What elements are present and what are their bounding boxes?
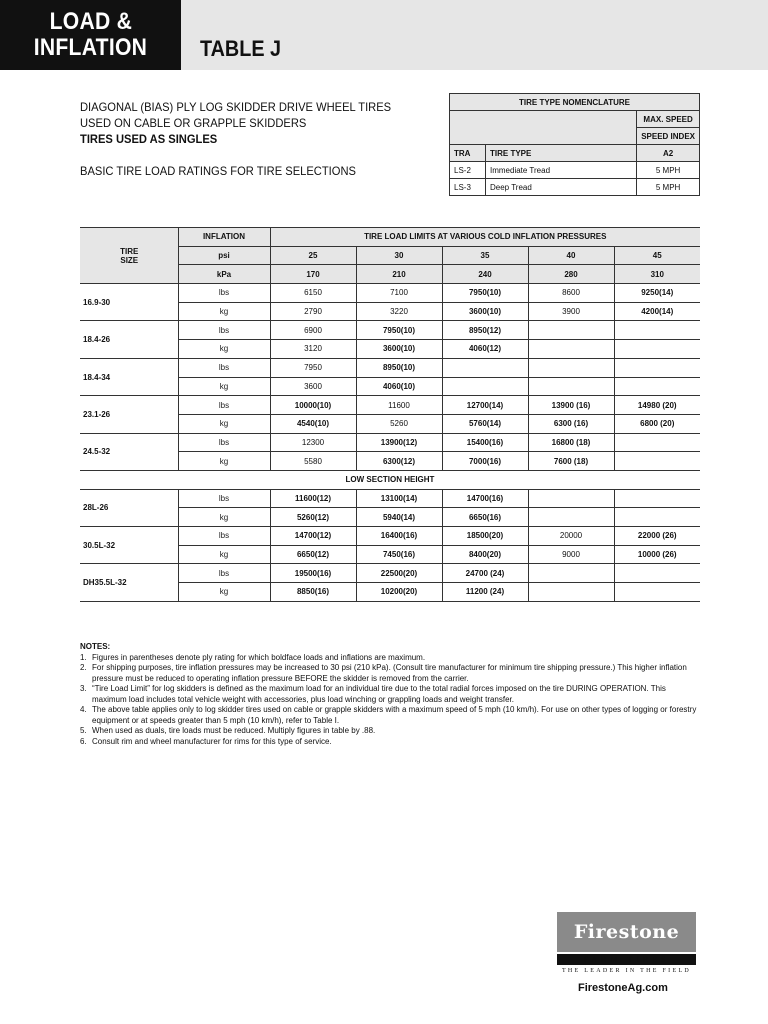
load-value (356, 321, 442, 340)
load-value-text: 19500(16) (294, 568, 332, 578)
load-value-text: 7950(10) (468, 288, 502, 298)
load-value (356, 452, 442, 471)
load-value (270, 433, 356, 452)
tire-size: 24.5-32 (80, 433, 178, 470)
load-value-text: 9250(14) (641, 288, 674, 298)
load-value-text: 10200(20) (380, 587, 418, 597)
table-row (80, 564, 700, 583)
load-value-text: 4200(14) (641, 307, 674, 317)
load-value (614, 377, 700, 396)
load-value-text: 7450(16) (382, 550, 416, 560)
kpa-value: 210 (356, 265, 442, 284)
load-value-text: 5760(14) (468, 419, 502, 429)
load-value-text: 7950 (304, 363, 322, 373)
kpa-value: 240 (442, 265, 528, 284)
table-row (80, 358, 700, 377)
tire-size: 30.5L-32 (80, 527, 178, 564)
col-tire-type: TIRE TYPE (486, 145, 637, 162)
load-value (356, 358, 442, 377)
load-value-text: 10000(10) (294, 400, 332, 410)
load-value (270, 396, 356, 415)
load-value (528, 321, 614, 340)
note-text: The above table applies only to log skidder tires used on cable or grapple skidders with a maximum speed of 5 mph (10 km/h). For use on other types of logging or forestry equipment or at speeds greater than 5 mph (10 km/h), refer to Table I. (92, 705, 697, 725)
load-value-text: 8950(10) (382, 363, 416, 373)
load-value (614, 545, 700, 564)
unit-label: kg (178, 583, 270, 602)
tire-size-header (80, 228, 178, 284)
nomenclature-row (450, 162, 700, 179)
website-url: FirestoneAg.com (578, 982, 668, 994)
load-value-text: 5580 (304, 456, 322, 466)
unit-label: lbs (178, 284, 270, 303)
load-value (356, 508, 442, 527)
note-item (80, 705, 700, 726)
note-text: “Tire Load Limit” for log skidders is defined as the maximum load for an individual tire due to the total radial forces imposed on the tire DURING OPERATION. This maximum load includes total vehicle weight with accessories, plus load winching or grappling loads and weight transfer. (92, 684, 666, 704)
unit-label: kg (178, 340, 270, 359)
load-value-text: 6900 (304, 325, 322, 335)
load-value-text: 12700(14) (466, 400, 504, 410)
load-value (270, 302, 356, 321)
load-value (528, 583, 614, 602)
load-value (528, 527, 614, 546)
load-value (442, 414, 528, 433)
logo-subline: FARM TIRES (557, 954, 696, 965)
nomenclature-table (449, 93, 700, 196)
unit-label: lbs (178, 564, 270, 583)
kpa-value: 170 (270, 265, 356, 284)
load-value-text: 3600(10) (382, 344, 416, 354)
load-value-text: 13100(14) (380, 493, 418, 503)
note-number: 3. (80, 684, 87, 693)
unit-label: kg (178, 508, 270, 527)
psi-label: psi (178, 246, 270, 265)
load-value (356, 396, 442, 415)
unit-label: kg (178, 302, 270, 321)
load-value-text: 6800 (20) (640, 419, 675, 429)
load-value-text: 22500(20) (380, 568, 418, 578)
load-value (528, 564, 614, 583)
load-value-text: 14700(12) (294, 531, 332, 541)
load-value (442, 340, 528, 359)
load-value-text: 4060(10) (382, 381, 416, 391)
load-value (442, 302, 528, 321)
load-value-text: 3120 (304, 344, 322, 354)
tire-type: Deep Tread (486, 179, 637, 196)
load-value-text: 10000 (26) (637, 550, 677, 560)
section-row (80, 470, 700, 489)
logo-tagline: THE LEADER IN THE FIELD (561, 968, 692, 974)
load-value (356, 545, 442, 564)
unit-label: kg (178, 545, 270, 564)
load-value (442, 452, 528, 471)
load-value-text: 3600 (304, 381, 322, 391)
load-value (528, 377, 614, 396)
load-value (356, 564, 442, 583)
max-speed: 5 MPH (637, 179, 700, 196)
load-value (442, 564, 528, 583)
load-value (270, 545, 356, 564)
table-row (80, 284, 700, 303)
load-value (270, 414, 356, 433)
load-value-text: 14700(16) (466, 493, 504, 503)
load-value (270, 452, 356, 471)
load-value (270, 340, 356, 359)
table-row (80, 321, 700, 340)
load-value-text: 9000 (562, 550, 580, 560)
load-value (442, 527, 528, 546)
load-value (614, 321, 700, 340)
load-limits-title: TIRE LOAD LIMITS AT VARIOUS COLD INFLATION PRESSURES (270, 228, 700, 247)
nomenclature-row (450, 179, 700, 196)
tra-code: LS-2 (450, 162, 486, 179)
load-value-text: 8600 (562, 288, 580, 298)
note-text: Figures in parentheses denote ply rating for which boldface loads and inflations are maximum. (92, 652, 426, 662)
note-text: Consult rim and wheel manufacturer for rims for this type of service. (92, 736, 332, 746)
load-value (614, 302, 700, 321)
description-line-2: USED ON CABLE OR GRAPPLE SKIDDERS (80, 116, 307, 130)
description-line-3: TIRES USED AS SINGLES (80, 132, 218, 146)
tire-size: 23.1-26 (80, 396, 178, 433)
tire-size: 28L-26 (80, 489, 178, 526)
unit-label: lbs (178, 396, 270, 415)
load-value-text: 13900 (16) (551, 400, 591, 410)
load-value-text: 3220 (390, 307, 408, 317)
tire-size: 16.9-30 (80, 284, 178, 321)
load-value (614, 396, 700, 415)
load-value-text: 8400(20) (468, 550, 502, 560)
load-value-text: 11600(12) (294, 493, 332, 503)
load-value-text: 11600 (388, 400, 410, 410)
kpa-value: 310 (614, 265, 700, 284)
table-row (80, 433, 700, 452)
load-value-text: 4060(12) (468, 344, 502, 354)
load-value-text: 8850(16) (296, 587, 330, 597)
note-item (80, 653, 700, 664)
kpa-value: 280 (528, 265, 614, 284)
note-text: For shipping purposes, tire inflation pressures may be increased to 30 psi (210 kPa). (Consult tire manufacturer for minimum tire shipping pressure.) This higher inflation pressure must be reduced to operating inflation pressure BEFORE the skidder is removed from the carrier. (92, 663, 687, 683)
load-value (270, 377, 356, 396)
notes-heading: NOTES: (80, 642, 111, 651)
load-value-text: 7000(16) (468, 456, 502, 466)
load-value (442, 284, 528, 303)
load-value (528, 489, 614, 508)
psi-value: 45 (614, 246, 700, 265)
load-value-text: 6150 (304, 288, 322, 298)
load-value-text: 5940(14) (382, 512, 416, 522)
load-value-text: 22000 (26) (637, 531, 677, 541)
load-value (270, 284, 356, 303)
unit-label: lbs (178, 321, 270, 340)
load-value-text: 14980 (20) (637, 400, 677, 410)
load-limits-table (80, 227, 700, 602)
unit-label: kg (178, 414, 270, 433)
load-value-text: 2790 (304, 307, 322, 317)
psi-value: 40 (528, 246, 614, 265)
badge-line-2: INFLATION (33, 34, 148, 61)
load-value (442, 377, 528, 396)
load-value-text: 20000 (559, 531, 583, 541)
notes-section (80, 642, 700, 747)
load-value (614, 527, 700, 546)
load-value (528, 340, 614, 359)
firestone-logo (557, 912, 696, 974)
psi-value: 35 (442, 246, 528, 265)
load-value (442, 433, 528, 452)
unit-label: lbs (178, 433, 270, 452)
load-value-text: 6300(12) (382, 456, 416, 466)
load-value (270, 321, 356, 340)
load-value (614, 433, 700, 452)
speed-index-label: SPEED INDEX (637, 128, 700, 145)
col-speed-index: A2 (637, 145, 700, 162)
tire-size-header-line-2: SIZE (120, 255, 139, 265)
load-value (270, 489, 356, 508)
load-value (270, 564, 356, 583)
description-line-1: DIAGONAL (BIAS) PLY LOG SKIDDER DRIVE WHEEL TIRES (80, 100, 392, 114)
load-value (442, 583, 528, 602)
load-value-text: 12300 (301, 437, 325, 447)
tire-size: 18.4-34 (80, 358, 178, 395)
load-value-text: 3600(10) (468, 307, 502, 317)
note-number: 6. (80, 736, 87, 746)
note-number: 5. (80, 726, 87, 735)
psi-value: 25 (270, 246, 356, 265)
load-value (356, 414, 442, 433)
load-value (528, 396, 614, 415)
note-text: When used as duals, tire loads must be reduced. Multiply figures in table by .88. (92, 726, 376, 735)
note-item (80, 684, 700, 705)
badge-line-1: LOAD & (49, 8, 132, 35)
note-number: 1. (80, 652, 87, 662)
page-title: TABLE J (200, 36, 282, 61)
load-value-text: 16400(16) (380, 531, 418, 541)
load-value (442, 545, 528, 564)
load-value (528, 414, 614, 433)
load-value (614, 489, 700, 508)
load-value (356, 302, 442, 321)
load-value (614, 284, 700, 303)
logo-brand: Firestone (573, 921, 680, 943)
load-value (528, 545, 614, 564)
load-value (442, 489, 528, 508)
load-value (614, 358, 700, 377)
max-speed-label: MAX. SPEED (637, 111, 700, 128)
load-value-text: 3900 (562, 307, 580, 317)
kpa-label: kPa (178, 265, 270, 284)
unit-label: kg (178, 452, 270, 471)
unit-label: lbs (178, 489, 270, 508)
tire-type: Immediate Tread (486, 162, 637, 179)
load-value-text: 5260(12) (296, 512, 330, 522)
tire-size-header-line-1: TIRE (120, 246, 139, 256)
notes-list (80, 653, 700, 748)
load-value (614, 414, 700, 433)
load-value-text: 7950(10) (382, 325, 416, 335)
load-value (356, 583, 442, 602)
load-value (614, 340, 700, 359)
logo-box (557, 912, 696, 952)
tire-size: 18.4-26 (80, 321, 178, 358)
load-value-text: 6650(12) (296, 550, 330, 560)
load-value (528, 302, 614, 321)
table-row (80, 489, 700, 508)
tra-code: LS-3 (450, 179, 486, 196)
psi-value: 30 (356, 246, 442, 265)
load-value (614, 583, 700, 602)
max-speed: 5 MPH (637, 162, 700, 179)
basic-ratings-heading: BASIC TIRE LOAD RATINGS FOR TIRE SELECTIONS (80, 164, 356, 178)
load-value (528, 433, 614, 452)
unit-label: lbs (178, 527, 270, 546)
load-value (442, 396, 528, 415)
load-value (356, 340, 442, 359)
load-value (528, 452, 614, 471)
nomenclature-blank (450, 111, 637, 145)
load-value-text: 4540(10) (296, 419, 330, 429)
load-value-text: 7600 (18) (553, 456, 589, 466)
nomenclature-title: TIRE TYPE NOMENCLATURE (450, 94, 700, 111)
col-tra: TRA (450, 145, 486, 162)
load-value-text: 7100 (390, 288, 408, 298)
load-value (270, 508, 356, 527)
load-value (270, 358, 356, 377)
load-value (442, 508, 528, 527)
load-value-text: 6300 (16) (553, 419, 589, 429)
note-number: 4. (80, 705, 87, 714)
load-value (356, 284, 442, 303)
load-value (442, 321, 528, 340)
unit-label: lbs (178, 358, 270, 377)
load-value-text: 24700 (24) (465, 568, 505, 578)
inflation-header: INFLATION (178, 228, 270, 247)
load-value (356, 433, 442, 452)
load-value (528, 358, 614, 377)
table-description (80, 99, 440, 147)
table-row (80, 527, 700, 546)
load-value (614, 452, 700, 471)
unit-label: kg (178, 377, 270, 396)
low-section-height-label: LOW SECTION HEIGHT (80, 470, 700, 489)
note-item (80, 737, 700, 748)
load-value (614, 508, 700, 527)
load-value (442, 358, 528, 377)
load-value-text: 15400(16) (466, 437, 504, 447)
load-value-text: 11200 (24) (465, 587, 505, 597)
load-value-text: 16800 (18) (551, 437, 591, 447)
table-row (80, 396, 700, 415)
note-number: 2. (80, 663, 87, 672)
load-value-text: 18500(20) (466, 531, 504, 541)
load-value (528, 284, 614, 303)
load-value-text: 6650(16) (468, 512, 502, 522)
load-value-text: 8950(12) (468, 325, 502, 335)
load-value (528, 508, 614, 527)
load-value-text: 5260 (390, 419, 408, 429)
load-value (356, 489, 442, 508)
load-value (270, 583, 356, 602)
tire-size: DH35.5L-32 (80, 564, 178, 601)
load-value (270, 527, 356, 546)
load-value (356, 527, 442, 546)
note-item (80, 726, 700, 737)
section-badge (0, 0, 181, 70)
load-value (356, 377, 442, 396)
load-value-text: 13900(12) (380, 437, 418, 447)
load-value (614, 564, 700, 583)
note-item (80, 663, 700, 684)
